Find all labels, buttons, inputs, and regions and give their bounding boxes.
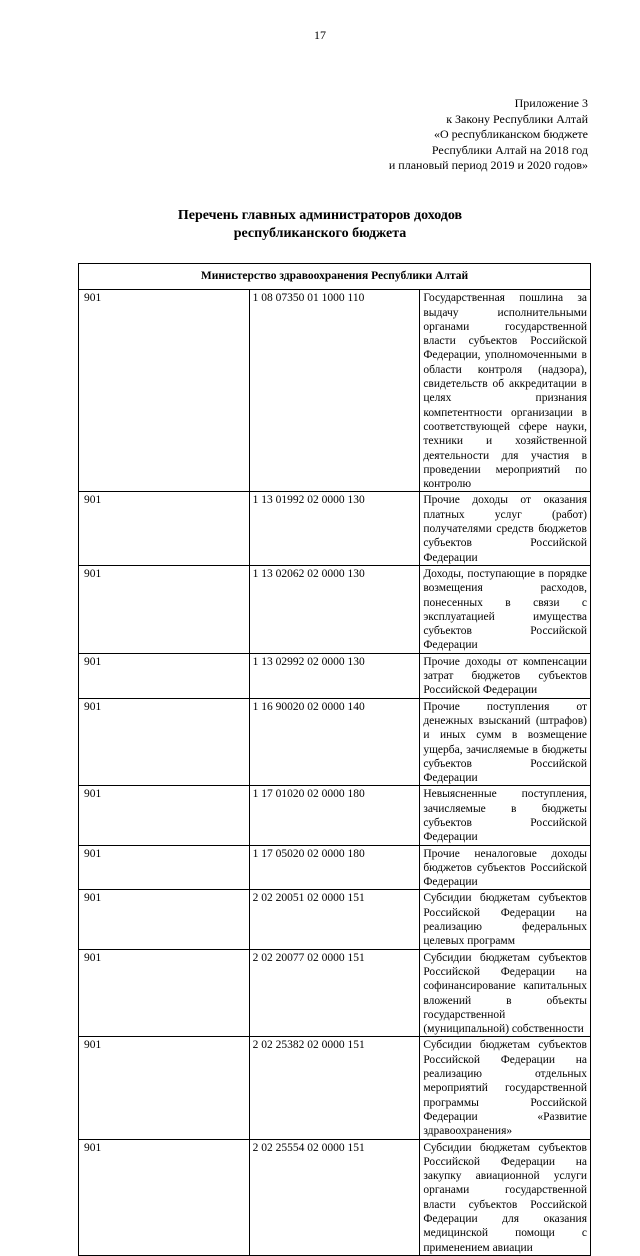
- admin-code-cell: 901: [79, 653, 250, 698]
- revenue-code-cell: 2 02 20077 02 0000 151: [249, 949, 420, 1037]
- table-row: [79, 1037, 591, 1139]
- admin-code-cell: 901: [79, 1037, 250, 1139]
- admin-code-cell: 901: [79, 845, 250, 890]
- admin-code-cell: 901: [79, 565, 250, 653]
- revenue-code-cell: 1 13 01992 02 0000 130: [249, 492, 420, 565]
- revenue-name-cell: Прочие доходы от оказания платных услуг (работ) получателями средств бюджетов субъектов Российской Федерации: [420, 492, 591, 565]
- administrators-table: [78, 263, 591, 1256]
- admin-code-cell: 901: [79, 1139, 250, 1255]
- revenue-code-cell: 1 13 02062 02 0000 130: [249, 565, 420, 653]
- revenue-name-cell: Прочие неналоговые доходы бюджетов субъектов Российской Федерации: [420, 845, 591, 890]
- title-line: республиканского бюджета: [233, 226, 407, 241]
- revenue-name-cell: Субсидии бюджетам субъектов Российской Федерации на реализацию отдельных мероприятий государственной программы Российской Федерации «Развитие здравоохранения»: [420, 1037, 591, 1139]
- revenue-name-cell: Прочие поступления от денежных взысканий (штрафов) и иных сумм в возмещение ущерба, зачисляемые в бюджеты субъектов Российской Федерации: [420, 698, 591, 786]
- revenue-code-cell: 1 17 05020 02 0000 180: [249, 845, 420, 890]
- table-row: [79, 698, 591, 786]
- table-row: [79, 653, 591, 698]
- appendix-block: [389, 96, 588, 174]
- admin-code-cell: 901: [79, 786, 250, 845]
- section-header-row: [79, 264, 591, 290]
- table-row: [79, 949, 591, 1037]
- revenue-name-cell: Государственная пошлина за выдачу исполнительными органами государственной власти субъектов Российской Федерации, уполномоченными в области контроля (надзора), свидетельств об аккредитации в целях признания компетентности организации в соответствующей сфере науки, техники и хозяйственной деятельности для участия в проведении мероприятий по контролю: [420, 290, 591, 492]
- revenue-code-cell: 2 02 20051 02 0000 151: [249, 890, 420, 949]
- table-row: [79, 845, 591, 890]
- revenue-code-cell: 2 02 25382 02 0000 151: [249, 1037, 420, 1139]
- table-row: [79, 492, 591, 565]
- table-row: [79, 786, 591, 845]
- table-row: [79, 890, 591, 949]
- admin-code-cell: 901: [79, 492, 250, 565]
- appendix-line: и плановый период 2019 и 2020 годов»: [388, 158, 588, 172]
- revenue-name-cell: Субсидии бюджетам субъектов Российской Федерации на закупку авиационной услуги органами государственной власти субъектов Российской Федерации для оказания медицинской помощи с применением авиации: [420, 1139, 591, 1255]
- table-row: [79, 290, 591, 492]
- appendix-line: Приложение 3: [514, 96, 588, 110]
- revenue-name-cell: Субсидии бюджетам субъектов Российской Федерации на реализацию федеральных целевых программ: [420, 890, 591, 949]
- appendix-line: Республики Алтай на 2018 год: [431, 142, 588, 157]
- table-row: [79, 1139, 591, 1255]
- admin-code-cell: 901: [79, 698, 250, 786]
- revenue-code-cell: 2 02 25554 02 0000 151: [249, 1139, 420, 1255]
- title-line: Перечень главных администраторов доходов: [177, 208, 463, 223]
- document-title: [0, 207, 640, 243]
- revenue-code-cell: 1 17 01020 02 0000 180: [249, 786, 420, 845]
- appendix-line: к Закону Республики Алтай: [446, 111, 588, 126]
- section-header: Министерство здравоохранения Республики Алтай: [79, 264, 591, 290]
- revenue-name-cell: Доходы, поступающие в порядке возмещения расходов, понесенных в связи с эксплуатацией имущества субъектов Российской Федерации: [420, 565, 591, 653]
- admin-code-cell: 901: [79, 890, 250, 949]
- revenue-code-cell: 1 08 07350 01 1000 110: [249, 290, 420, 492]
- table-row: [79, 565, 591, 653]
- page-number: 17: [314, 28, 326, 42]
- revenue-name-cell: Прочие доходы от компенсации затрат бюджетов субъектов Российской Федерации: [420, 653, 591, 698]
- revenue-code-cell: 1 16 90020 02 0000 140: [249, 698, 420, 786]
- revenue-code-cell: 1 13 02992 02 0000 130: [249, 653, 420, 698]
- admin-code-cell: 901: [79, 949, 250, 1037]
- admin-code-cell: 901: [79, 290, 250, 492]
- appendix-line: «О республиканском бюджете: [433, 127, 588, 141]
- revenue-name-cell: Субсидии бюджетам субъектов Российской Федерации на софинансирование капитальных вложений в объекты государственной (муниципальной) собственности: [420, 949, 591, 1037]
- revenue-name-cell: Невыясненные поступления, зачисляемые в бюджеты субъектов Российской Федерации: [420, 786, 591, 845]
